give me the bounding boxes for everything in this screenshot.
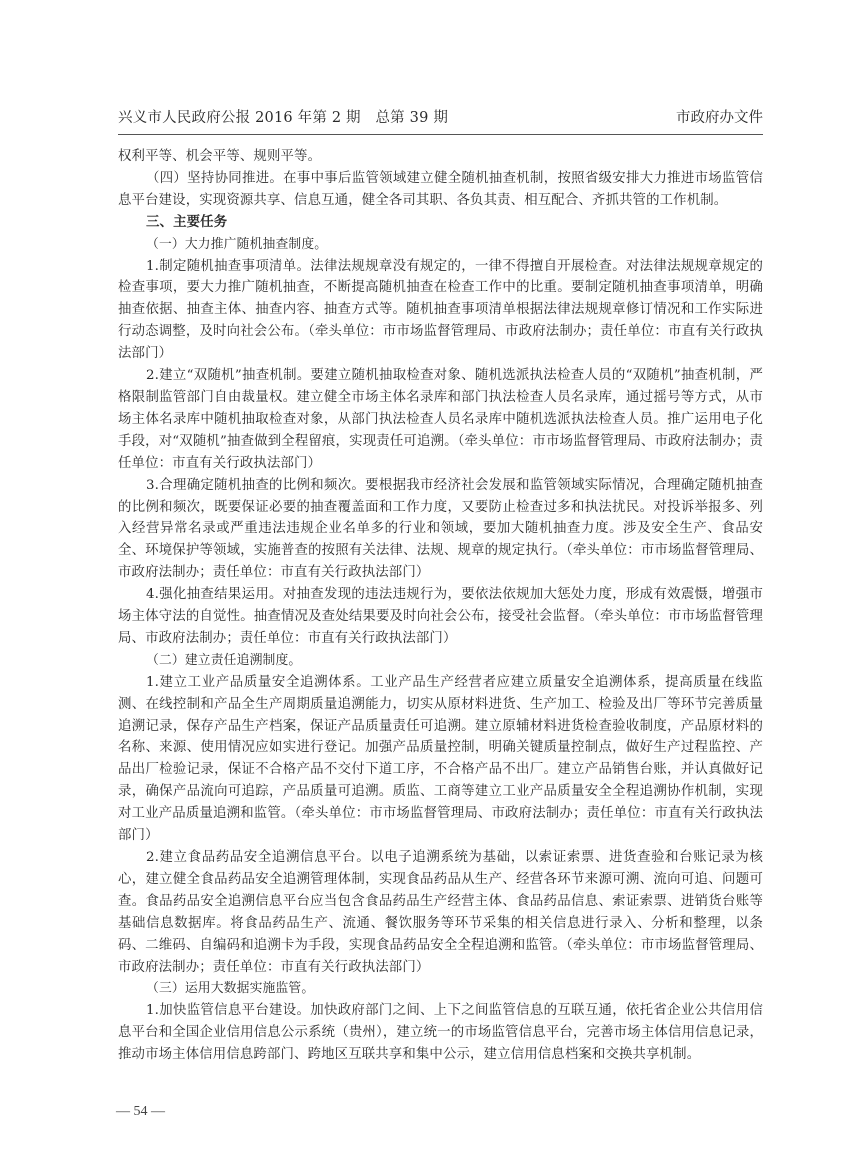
body-paragraph: 1.建立工业产品质量安全追溯体系。工业产品生产经营者应建立质量安全追溯体系，提高质量在线监测、在线控制和产品全生产周期质量追溯能力，切实从原材料进货、生产加工、检验及出厂等环节完善质量追溯记录，保存产品生产档案，保证产品质量责任可追溯。建立原辅材料进货检查验收制度，产品原材料的名称、来源、使用情况应如实进行登记。加强产品质量控制，明确关键质量控制点，做好生产过程监控、产品出厂检验记录，保证不合格产品不交付下道工序，不合格产品不出厂。建立产品销售台账，并认真做好记录，确保产品流向可追踪，产品质量可追溯。质监、工商等建立工业产品质量安全全程追溯协作机制，实现对工业产品质量追溯和监管。（牵头单位：市市场监督管理局、市政府法制办；责任单位：市直有关行政执法部门） — [118, 674, 763, 844]
body-paragraph: 4.强化抽查结果运用。对抽查发现的违法违规行为，要依法依规加大惩处力度，形成有效震慑，增强市场主体守法的自觉性。抽查情况及查处结果要及时向社会公布，接受社会监督。（牵头单位：市市场监督管理局、市政府法制办；责任单位：市直有关行政执法部门） — [118, 587, 763, 646]
document-body — [118, 146, 763, 1066]
subsection-heading: （三）运用大数据实施监管。 — [146, 981, 315, 997]
body-paragraph: 2.建立食品药品安全追溯信息平台。以电子追溯系统为基础，以索证索票、进货查验和台账记录为核心，建立健全食品药品安全追溯管理体制，实现食品药品从生产、经营各环节来源可溯、流向可追、问题可查。食品药品安全追溯信息平台应当包含食品药品生产经营主体、食品药品信息、索证索票、进销货台账等基础信息数据库。将食品药品生产、流通、餐饮服务等环节采集的相关信息进行录入、分析和整理，以条码、二维码、自编码和追溯卡为手段，实现食品药品安全全程追溯和监管。（牵头单位：市市场监督管理局、市政府法制办；责任单位：市直有关行政执法部门） — [118, 850, 763, 975]
body-paragraph: 3.合理确定随机抽查的比例和频次。要根据我市经济社会发展和监管领域实际情况，合理确定随机抽查的比例和频次，既要保证必要的抽查覆盖面和工作力度，又要防止检查过多和执法扰民。对投诉举报多、列入经营异常名录或严重违法违规企业名单多的行业和领域，要加大随机抽查力度。涉及安全生产、食品安全、环境保护等领域，实施普查的按照有关法律、法规、规章的规定执行。（牵头单位：市市场监督管理局、市政府法制办；责任单位：市直有关行政执法部门） — [118, 477, 763, 581]
section-heading: 三、主要任务 — [146, 213, 228, 230]
body-paragraph: 权利平等、机会平等、规则平等。 — [118, 149, 322, 164]
publication-title: 兴义市人民政府公报 2016 年第 2 期 总第 39 期 — [118, 110, 449, 126]
body-paragraph: 1.制定随机抽查事项清单。法律法规规章没有规定的，一律不得擅自开展检查。对法律法规规章规定的检查事项，要大力推广随机抽查，不断提高随机抽查在检查工作中的比重。要制定随机抽查事项清单，明确抽查依据、抽查主体、抽查内容、抽查方式等。随机抽查事项清单根据法律法规规章修订情况和工作实际进行动态调整，及时向社会公布。（牵头单位：市市场监督管理局、市政府法制办；责任单位：市直有关行政执法部门） — [118, 258, 763, 362]
body-paragraph: 2.建立“双随机”抽查机制。要建立随机抽取检查对象、随机选派执法检查人员的“双随机”抽查机制，严格限制监管部门自由裁量权。建立健全市场主体名录库和部门执法检查人员名录库，通过摇号等方式，从市场主体名录库中随机抽取检查对象，从部门执法检查人员名录库中随机选派执法检查人员。推广运用电子化手段，对“双随机”抽查做到全程留痕，实现责任可追溯。（牵头单位：市市场监督管理局、市政府法制办；责任单位：市直有关行政执法部门） — [118, 368, 763, 471]
page-header — [118, 104, 763, 135]
subsection-heading: （一）大力推广随机抽查制度。 — [146, 236, 328, 252]
subsection-heading: （二）建立责任追溯制度。 — [146, 652, 302, 668]
page-number: — 54 — — [116, 1104, 165, 1119]
section-title: 市政府办文件 — [676, 110, 763, 126]
body-paragraph: 1.加快监管信息平台建设。加快政府部门之间、上下之间监管信息的互联互通，依托省企业公共信用信息平台和全国企业信用信息公示系统（贵州），建立统一的市场监管信息平台，完善市场主体信用信息记录，推动市场主体信用信息跨部门、跨地区互联共享和集中公示，建立信用信息档案和交换共享机制。 — [118, 1003, 763, 1063]
body-paragraph: （四）坚持协同推进。在事中事后监管领域建立健全随机抽查机制，按照省级安排大力推进市场监管信息平台建设，实现资源共享、信息互通，健全各司其职、各负其责、相互配合、齐抓共管的工作机制。 — [118, 170, 763, 208]
